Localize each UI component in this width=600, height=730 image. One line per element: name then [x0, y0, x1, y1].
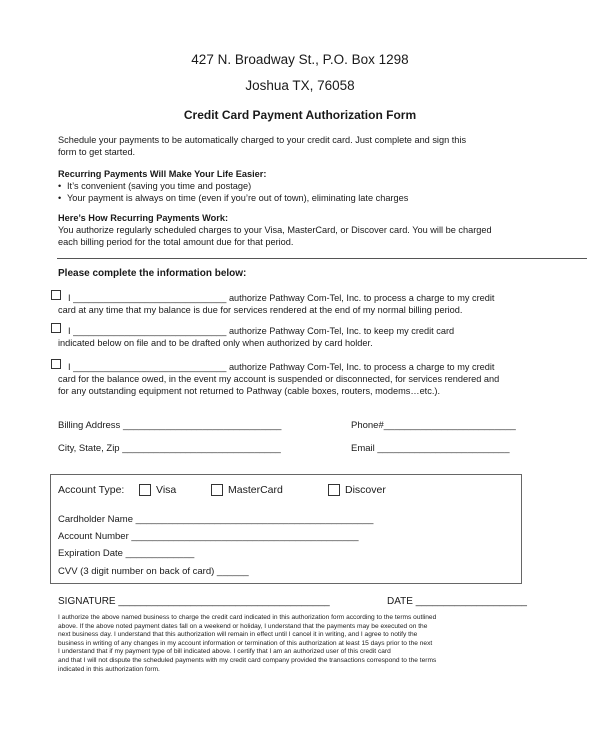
how-it-works-line-2: each billing period for the total amount due for that period. [58, 237, 294, 247]
fine-print-line: and that I will not dispute the scheduled payments with my credit card company provided the transactions correspond to the terms [58, 657, 437, 664]
fine-print-line: business in writing of any changes in my account information or termination of this authorization at least 15 days prior to the next [58, 639, 433, 647]
option-1-line-1: I ______________________________ authorize Pathway Com-Tel, Inc. to process a charge to my credit [68, 293, 495, 303]
account-type-label: Account Type: [58, 484, 125, 496]
mastercard-checkbox[interactable] [211, 484, 223, 496]
phone-field[interactable]: Phone#_________________________ [351, 420, 516, 431]
option-1-checkbox[interactable] [51, 290, 61, 300]
option-3-checkbox[interactable] [51, 359, 61, 369]
section-divider [57, 258, 587, 259]
address-line-2: Joshua TX, 76058 [245, 78, 355, 93]
how-it-works-heading: Here’s How Recurring Payments Work: [58, 213, 229, 223]
city-state-zip-field[interactable]: City, State, Zip ______________________________ [58, 443, 281, 454]
discover-checkbox[interactable] [328, 484, 340, 496]
cvv-field[interactable]: CVV (3 digit number on back of card) ______ [58, 566, 249, 577]
visa-label: Visa [156, 484, 177, 496]
discover-label: Discover [345, 484, 386, 496]
signature-field[interactable]: SIGNATURE ______________________________________ [58, 596, 330, 607]
email-field[interactable]: Email _________________________ [351, 443, 510, 454]
benefits-heading: Recurring Payments Will Make Your Life Easier: [58, 169, 267, 179]
option-1-line-2: card at any time that my balance is due for services rendered at the end of my normal billing period. [58, 305, 463, 315]
fine-print-line: next business day. I understand that this authorization will remain in effect until I cancel it in writing, and I agree to notify the [58, 631, 418, 639]
fine-print-line: I understand that if my payment type of bill indicated above. I certify that I am an authorized user of this credit card [58, 648, 391, 656]
benefit-item: • Your payment is always on time (even if you’re out of town), eliminating late charges [67, 192, 408, 204]
address-line-1: 427 N. Broadway St., P.O. Box 1298 [191, 52, 409, 67]
date-field[interactable]: DATE ____________________ [387, 596, 527, 607]
option-3-line-3: for any outstanding equipment not returned to Pathway (cable boxes, routers, modems…etc.). [58, 386, 440, 396]
option-3-line-2: card for the balance owed, in the event my account is suspended or disconnected, for services rendered and [58, 374, 500, 384]
option-2-checkbox[interactable] [51, 323, 61, 333]
billing-address-field[interactable]: Billing Address ______________________________ [58, 420, 282, 431]
mastercard-label: MasterCard [228, 484, 283, 496]
cardholder-name-field[interactable]: Cardholder Name _____________________________________________ [58, 514, 374, 525]
form-title: Credit Card Payment Authorization Form [183, 108, 417, 122]
how-it-works-line-1: You authorize regularly scheduled charges to your Visa, MasterCard, or Discover card. You will be charged [58, 225, 492, 235]
intro-line-1: Schedule your payments to be automatically charged to your credit card. Just complete and sign this [58, 135, 467, 145]
visa-checkbox[interactable] [139, 484, 151, 496]
complete-heading: Please complete the information below: [58, 268, 247, 279]
fine-print-line: above. If the above noted payment dates fall on a weekend or holiday, I understand that the payments may be executed on the [58, 622, 428, 630]
benefit-item: • It’s convenient (saving you time and postage) [67, 180, 251, 192]
option-2-line-2: indicated below on file and to be drafted only when authorized by card holder. [58, 338, 373, 348]
expiration-date-field[interactable]: Expiration Date _____________ [58, 548, 195, 559]
fine-print-line: indicated in this authorization form. [58, 665, 160, 673]
option-3-line-1: I ______________________________ authorize Pathway Com-Tel, Inc. to process a charge to my credit [68, 362, 495, 372]
fine-print-line: I authorize the above named business to charge the credit card indicated in this authorization form according to the terms outlined [58, 614, 437, 621]
intro-line-2: form to get started. [58, 147, 136, 157]
account-number-field[interactable]: Account Number ___________________________________________ [58, 531, 359, 542]
option-2-line-1: I ______________________________ authorize Pathway Com-Tel, Inc. to keep my credit card [68, 326, 455, 336]
